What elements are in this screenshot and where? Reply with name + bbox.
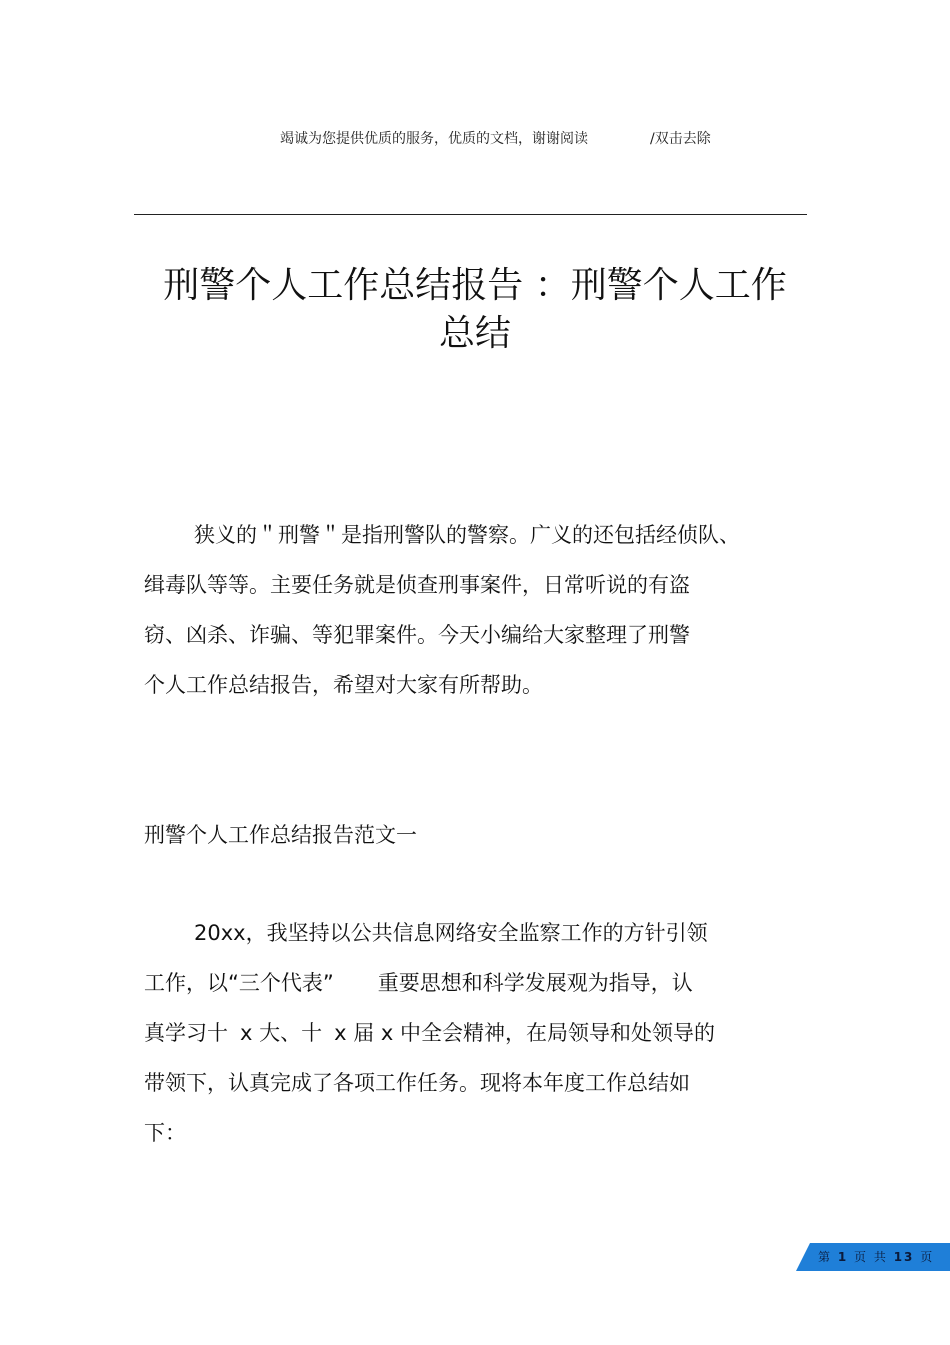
header-divider <box>134 214 807 215</box>
body-paragraph <box>144 908 784 1158</box>
intro-paragraph <box>144 510 784 710</box>
section-heading: 刑警个人工作总结报告范文一 <box>144 823 417 847</box>
intro-line: 狭义的＂刑警＂是指刑警队的警察。广义的还包括经侦队、 <box>194 523 740 547</box>
body-line <box>144 958 784 1008</box>
header-note-text: 竭诚为您提供优质的服务，优质的文档，谢谢阅读 <box>280 131 588 147</box>
page-current: 1 <box>837 1250 849 1264</box>
body-line-part: 真学习十 <box>144 1021 228 1045</box>
body-line: 20xx，我坚持以公共信息网络安全监察工作的方针引领 <box>194 921 708 945</box>
page-label-prefix: 第 <box>818 1250 833 1264</box>
intro-line: 缉毒队等等。主要任务就是侦查刑事案件，日常听说的有盗 <box>144 573 690 597</box>
remove-note-link[interactable]: /双击去除 <box>650 131 711 147</box>
page-label-mid: 页 共 <box>854 1250 888 1264</box>
page-number <box>818 1248 934 1265</box>
page-total: 13 <box>893 1250 915 1264</box>
body-line-part: x 届 x 中全会精神，在局领导和处领导的 <box>334 1021 715 1045</box>
body-line: 下： <box>144 1121 186 1145</box>
page-label-suffix: 页 <box>920 1250 935 1264</box>
title-line-1: 刑警个人工作总结报告 ：刑警个人工作 <box>163 265 787 306</box>
intro-line: 个人工作总结报告，希望对大家有所帮助。 <box>144 673 543 697</box>
body-line-part: 工作，以“三个代表” <box>144 971 334 995</box>
header-note <box>280 128 720 148</box>
body-line <box>144 1008 784 1058</box>
title-line-2: 总结 <box>438 313 511 354</box>
body-line-part: 重要思想和科学发展观为指导，认 <box>377 971 693 995</box>
body-line-part: x 大、十 <box>240 1021 323 1045</box>
body-line: 带领下，认真完成了各项工作任务。现将本年度工作总结如 <box>144 1071 690 1095</box>
document-title <box>130 262 820 358</box>
intro-line: 窃、凶杀、诈骗、等犯罪案件。今天小编给大家整理了刑警 <box>144 623 690 647</box>
